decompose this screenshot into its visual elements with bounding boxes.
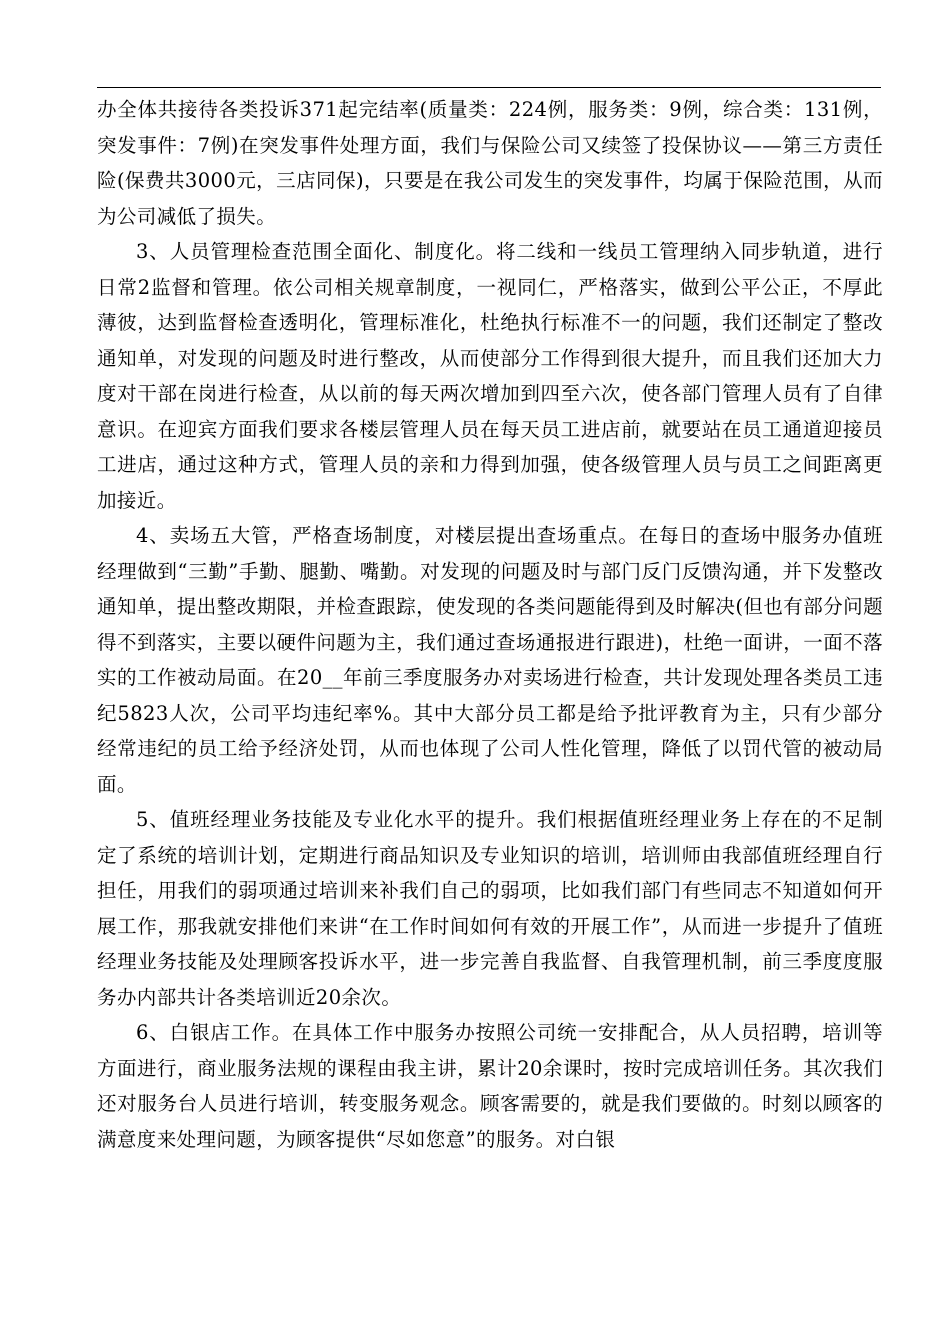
paragraph-baiyin-store: 6、白银店工作。在具体工作中服务办按照公司统一安排配合，从人员招聘，培训等方面进行，商业服务法规的课程由我主讲，累计20余课时，按时完成培训任务。其次我们还对服务台人员进行培训，转变服务观念。顾客需要的，就是我们要做的。时刻以顾客的满意度来处理问题，为顾客提供“尽如您意”的服务。对白银 [97,1021,883,1151]
body-text [97,92,883,1157]
paragraph-floor-inspection: 4、卖场五大管，严格查场制度，对楼层提出查场重点。在每日的查场中服务办值班经理做到“三勤”手勤、腿勤、嘴勤。对发现的问题及时与部门反门反馈沟通，并下发整改通知单，提出整改期限，并检查跟踪，使发现的各类问题能得到及时解决(但也有部分问题得不到落实，主要以硬件问题为主，我们通过查场通报进行跟进)，杜绝一面讲，一面不落实的工作被动局面。在20__年前三季度服务办对卖场进行检查，共计发现处理各类员工违纪5823人次，公司平均违纪率%。其中大部分员工都是给予批评教育为主，只有少部分经常违纪的员工给予经济处罚，从而也体现了公司人性化管理，降低了以罚代管的被动局面。 [97,524,883,796]
paragraph-staff-management: 3、人员管理检查范围全面化、制度化。将二线和一线员工管理纳入同步轨道，进行日常2监督和管理。依公司相关规章制度，一视同仁，严格落实，做到公平公正，不厚此薄彼，达到监督检查透明化，管理标准化，杜绝执行标准不一的问题，我们还制定了整改通知单，对发现的问题及时进行整改，从而使部分工作得到很大提升，而且我们还加大力度对干部在岗进行检查，从以前的每天两次增加到四至六次，使各部门管理人员有了自律意识。在迎宾方面我们要求各楼层管理人员在每天员工进店前，就要站在员工通道迎接员工进店，通过这种方式，管理人员的亲和力得到加强，使各级管理人员与员工之间距离更加接近。 [97,240,883,512]
header-rule [97,87,881,88]
paragraph-manager-training: 5、值班经理业务技能及专业化水平的提升。我们根据值班经理业务上存在的不足制定了系统的培训计划，定期进行商品知识及专业知识的培训，培训师由我部值班经理自行担任，用我们的弱项通过培训来补我们自己的弱项，比如我们部门有些同志不知道如何开展工作，那我就安排他们来讲“在工作时间如何有效的开展工作”，从而进一步提升了值班经理业务技能及处理顾客投诉水平，进一步完善自我监督、自我管理机制，前三季度度服务办内部共计各类培训近20余次。 [97,808,883,1009]
paragraph-complaints-insurance: 办全体共接待各类投诉371起完结率(质量类：224例，服务类：9例，综合类：131例，突发事件：7例)在突发事件处理方面，我们与保险公司又续签了投保协议——第三方责任险(保费共3000元，三店同保)，只要是在我公司发生的突发事件，均属于保险范围，从而为公司减低了损失。 [97,98,883,228]
